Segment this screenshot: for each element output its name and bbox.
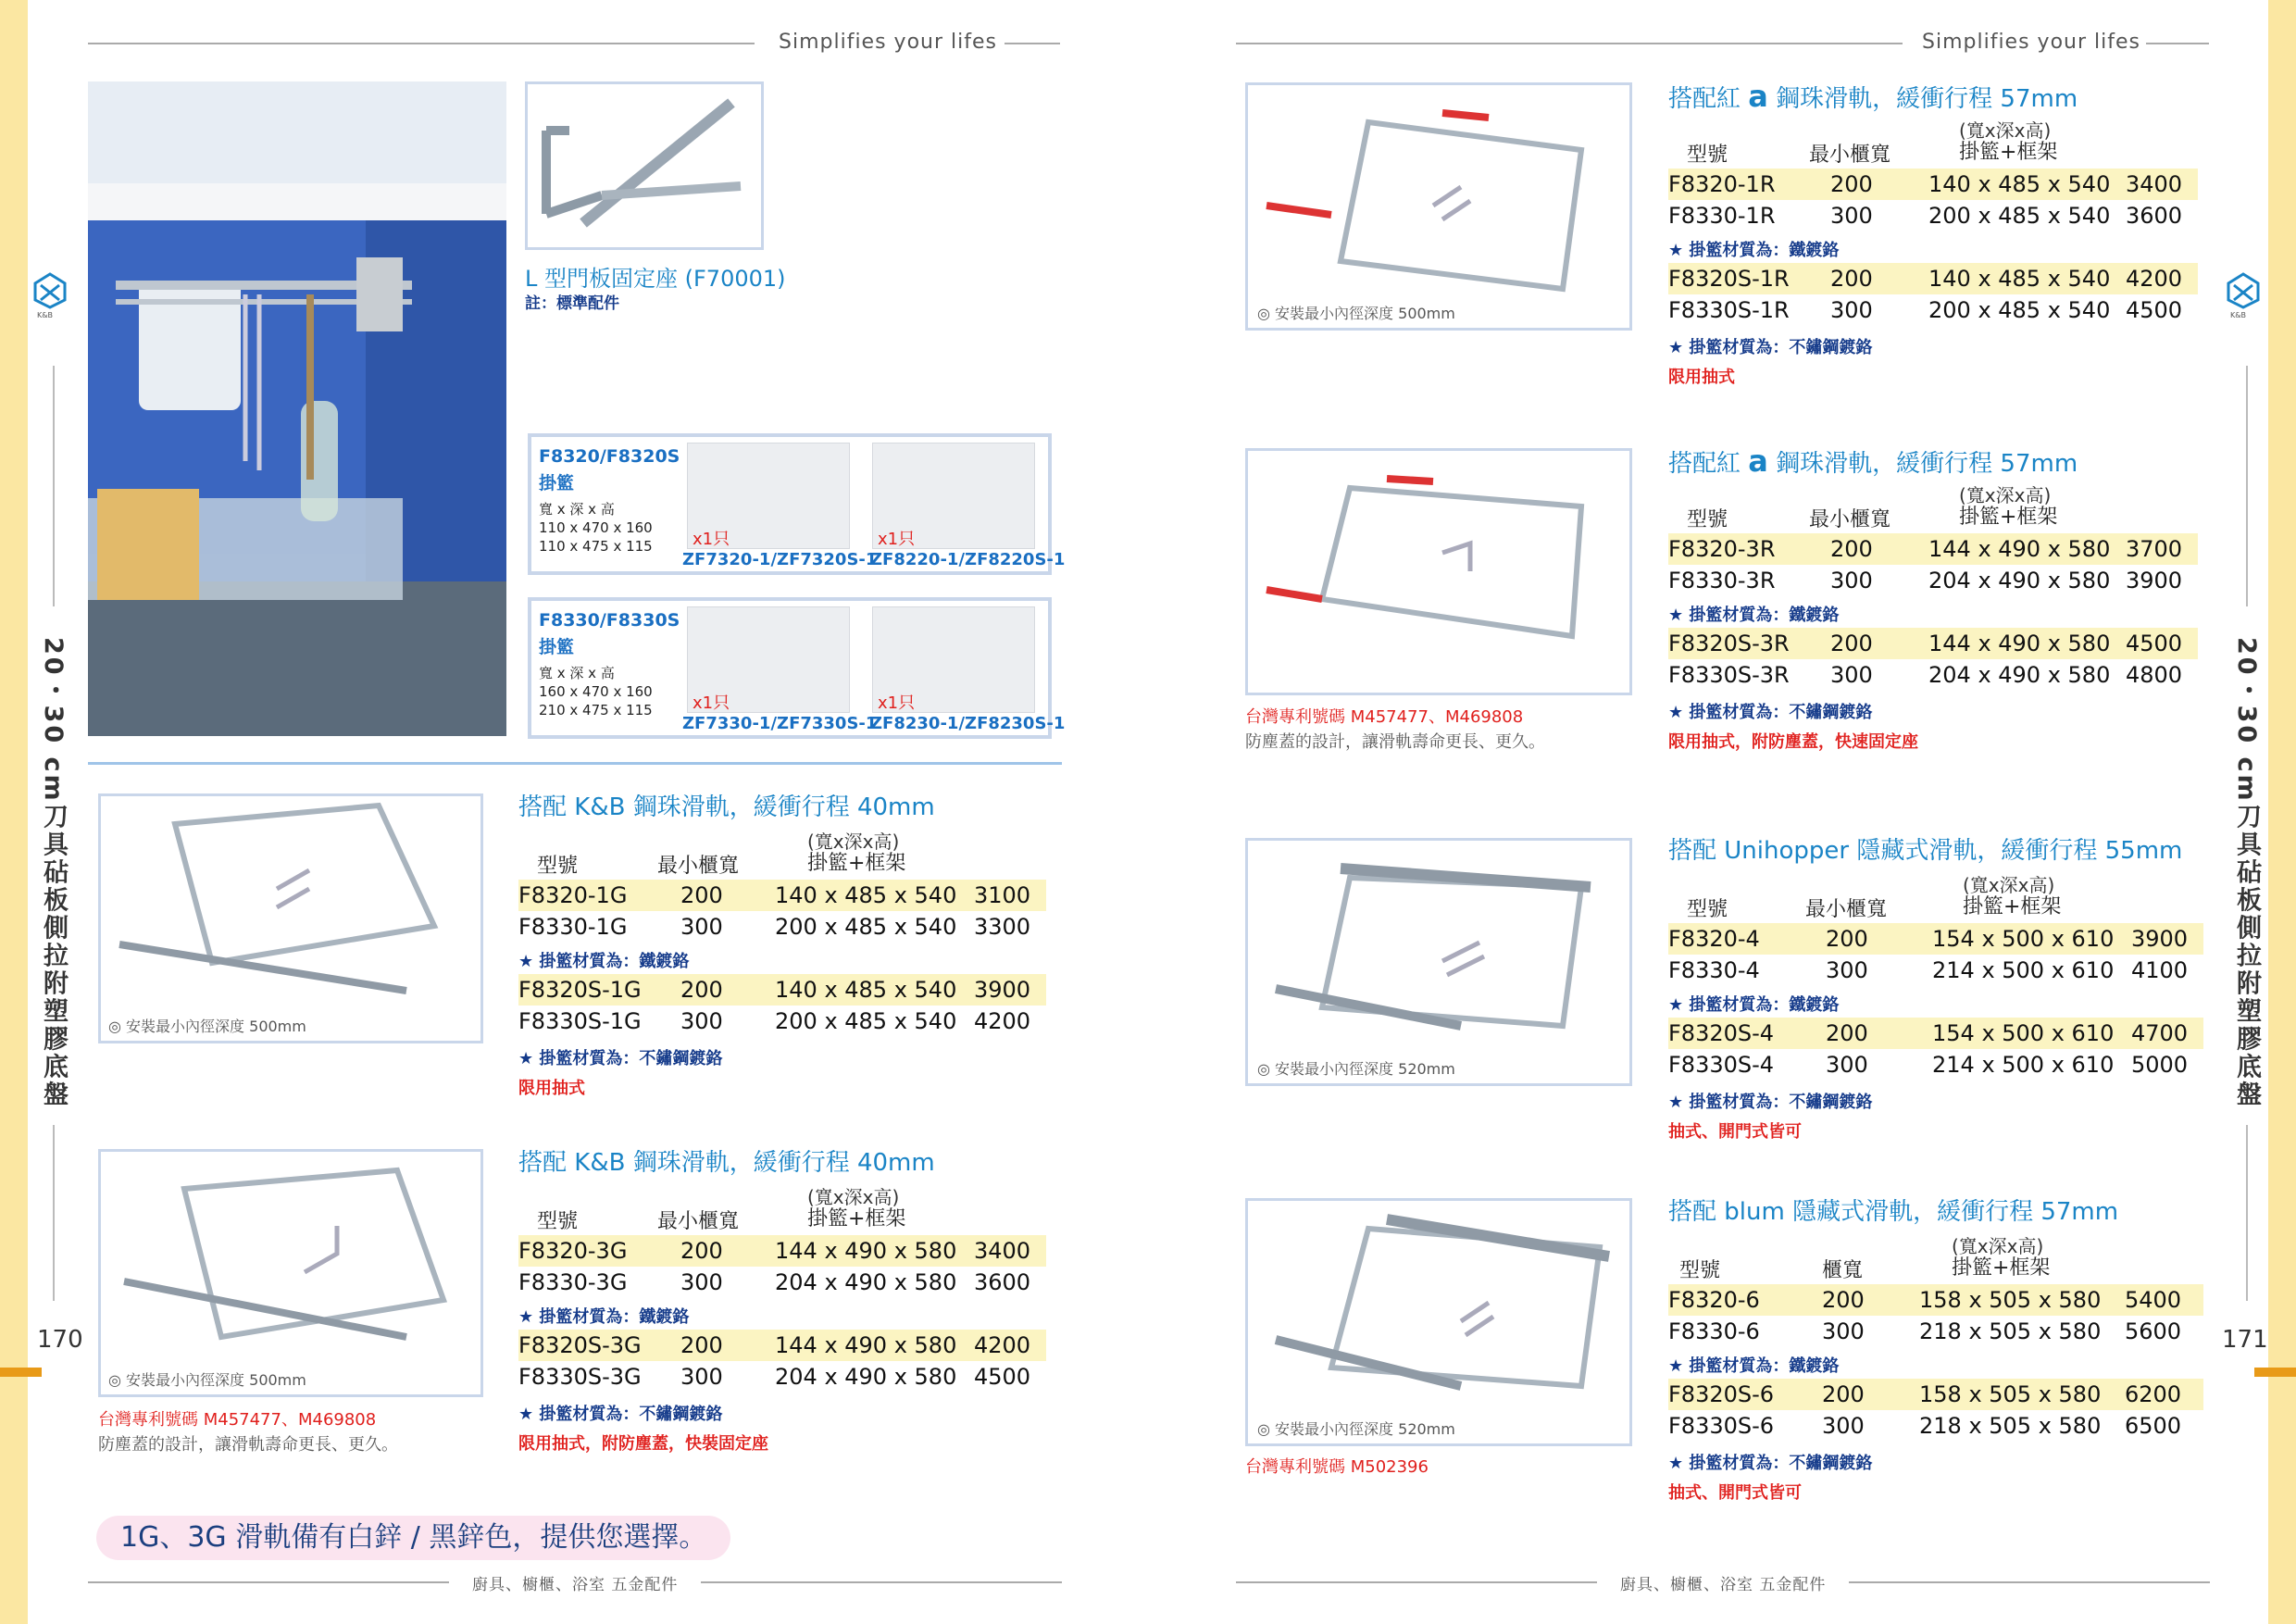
accessory-box-f8330	[528, 597, 1066, 739]
table-row	[1668, 1018, 2203, 1049]
cell-width: 200	[680, 977, 723, 1003]
brand-name: K&B	[2230, 311, 2246, 319]
col-width: 最小櫃寬	[657, 1210, 740, 1233]
cell-size: 158 x 505 x 580	[1919, 1381, 2102, 1407]
table-row	[1668, 1410, 2203, 1442]
cell-model: F8330S-4	[1668, 1052, 1775, 1078]
material-note: ★ 掛籃材質為：鐵鍍鉻	[1668, 241, 1840, 260]
table-row	[1668, 955, 2203, 986]
accessory-qty: x1只	[878, 530, 916, 549]
cell-size: 158 x 505 x 580	[1919, 1287, 2102, 1313]
cell-width: 200	[1830, 631, 1873, 656]
right-edge-strip	[2268, 0, 2296, 1624]
col-size: 掛籃+框架	[1959, 141, 2058, 164]
accessory-dims: 160 x 470 x 160	[539, 683, 653, 700]
cell-size: 200 x 485 x 540	[775, 1008, 957, 1034]
cell-price: 3700	[2126, 536, 2183, 562]
table-row	[1668, 628, 2198, 659]
col-model: 型號	[1687, 898, 1728, 921]
page-number-left: 170	[37, 1326, 83, 1354]
cell-model: F8320-6	[1668, 1287, 1760, 1313]
col-width: 最小櫃寬	[657, 855, 740, 878]
table-row	[1668, 263, 2198, 294]
header-slogan-left: Simplifies your lifes	[779, 31, 997, 54]
cell-model: F8330-4	[1668, 957, 1760, 983]
frame-photo-1r	[1245, 82, 1632, 331]
cell-model: F8330-6	[1668, 1318, 1760, 1344]
accessory-qty: x1只	[693, 693, 730, 713]
cell-model: F8320-1G	[518, 882, 628, 908]
col-size: 掛籃+框架	[807, 852, 906, 875]
cell-price: 4200	[2126, 266, 2183, 292]
frame-photo-6	[1245, 1198, 1632, 1446]
footer-text-right: 廚具、櫥櫃、浴室 五金配件	[1620, 1576, 1827, 1594]
install-depth-note: ◎ 安裝最小內徑深度 500mm	[1257, 305, 1455, 322]
accessory-model: F8320/F8320S	[539, 446, 680, 467]
table-row	[518, 1330, 1046, 1361]
cell-model: F8320-3G	[518, 1238, 628, 1264]
usage-note: 抽式、開門式皆可	[1668, 1483, 1802, 1503]
side-rule	[2246, 1125, 2248, 1301]
cell-size: 144 x 490 x 580	[1928, 536, 2111, 562]
material-note: ★ 掛籃材質為：不鏽鋼鍍鉻	[1668, 703, 1873, 722]
col-size: 掛籃+框架	[807, 1207, 906, 1230]
patent-number: 台灣專利號碼 M457477、M469808	[1245, 707, 1524, 727]
cell-model: F8320S-3G	[518, 1332, 642, 1358]
usage-note: 限用抽式	[1668, 368, 1735, 387]
cell-size: 140 x 485 x 540	[1928, 171, 2111, 197]
brand-logo-icon	[2227, 272, 2260, 309]
install-depth-note: ◎ 安裝最小內徑深度 500mm	[108, 1371, 306, 1389]
color-option-banner: 1G、3G 滑軌備有白鋅 / 黑鋅色，提供您選擇。	[96, 1516, 730, 1560]
side-title-left: 20・30 cm刀具砧板側拉附塑膠底盤	[39, 637, 68, 1109]
col-width: 最小櫃寬	[1809, 144, 1891, 167]
cell-width: 300	[680, 1364, 723, 1390]
cell-width: 200	[1822, 1287, 1865, 1313]
cell-model: F8320S-3R	[1668, 631, 1790, 656]
cell-model: F8330-1G	[518, 914, 628, 940]
title-text: 鋼珠滑軌，緩衝行程 57mm	[1776, 450, 2078, 478]
header-rule-right-a	[1236, 43, 1903, 44]
cell-model: F8330-3G	[518, 1269, 628, 1295]
cell-width: 300	[1830, 297, 1873, 323]
frame-photo-4	[1245, 838, 1632, 1086]
footer-text-left: 廚具、櫥櫃、浴室 五金配件	[472, 1576, 679, 1594]
brand-logo-icon	[33, 272, 67, 309]
col-model: 型號	[1687, 508, 1728, 531]
section-title: 搭配 Unihopper 隱藏式滑軌，緩衝行程 55mm	[1668, 837, 2183, 865]
dims-note: (寬x深x高)	[1959, 484, 2052, 506]
install-depth-note: ◎ 安裝最小內徑深度 520mm	[1257, 1420, 1455, 1438]
dust-cover-note: 防塵蓋的設計，讓滑軌壽命更長、更久。	[98, 1435, 398, 1455]
table-row	[1668, 659, 2198, 691]
cell-model: F8330-3R	[1668, 568, 1776, 593]
col-model: 型號	[1679, 1259, 1721, 1282]
cell-size: 200 x 485 x 540	[1928, 203, 2111, 229]
cell-width: 300	[680, 1269, 723, 1295]
cell-width: 300	[1826, 957, 1868, 983]
section-title: 搭配 K&B 鋼珠滑軌，緩衝行程 40mm	[518, 1149, 935, 1177]
section-title	[1668, 443, 2205, 479]
page-number-right: 171	[2222, 1326, 2268, 1354]
footer-rule	[1236, 1581, 1597, 1583]
accessory-name: 掛籃	[539, 637, 575, 657]
header-slogan-right: Simplifies your lifes	[1922, 31, 2140, 54]
red-a-logo: a	[1748, 79, 1768, 114]
cell-model: F8320S-1G	[518, 977, 642, 1003]
accessory-name: 掛籃	[539, 473, 575, 493]
frame-photo-1g	[98, 793, 483, 1043]
install-depth-note: ◎ 安裝最小內徑深度 500mm	[108, 1018, 306, 1035]
table-row	[518, 1361, 1046, 1393]
side-rule	[53, 1125, 55, 1301]
section-title	[1668, 79, 2205, 114]
cell-width: 200	[1830, 266, 1873, 292]
cell-price: 6500	[2125, 1413, 2182, 1439]
dims-note: (寬x深x高)	[807, 1186, 900, 1208]
cell-price: 4100	[2131, 957, 2189, 983]
material-note: ★ 掛籃材質為：鐵鍍鉻	[1668, 606, 1840, 625]
material-note: ★ 掛籃材質為：鐵鍍鉻	[1668, 995, 1840, 1015]
frame-photo-3g	[98, 1149, 483, 1397]
cell-price: 3400	[974, 1238, 1031, 1264]
cell-size: 204 x 490 x 580	[775, 1269, 957, 1295]
dims-note: (寬x深x高)	[1963, 874, 2055, 896]
table-row	[518, 974, 1046, 1006]
col-size: 掛籃+框架	[1959, 506, 2058, 529]
usage-note: 抽式、開門式皆可	[1668, 1122, 1802, 1142]
l-bracket-photo	[525, 81, 764, 250]
cell-size: 200 x 485 x 540	[1928, 297, 2111, 323]
table-row	[518, 1235, 1046, 1267]
accessory-code: ZF7320-1/ZF7320S-1	[682, 550, 878, 569]
table-row	[518, 1006, 1046, 1037]
table-row	[1668, 200, 2198, 231]
cell-size: 144 x 490 x 580	[775, 1238, 957, 1264]
footer-rule	[88, 1581, 449, 1583]
col-width: 最小櫃寬	[1805, 898, 1888, 921]
cell-price: 4500	[2126, 297, 2183, 323]
section-title: 搭配 blum 隱藏式滑軌，緩衝行程 57mm	[1668, 1198, 2119, 1226]
cell-width: 300	[1830, 203, 1873, 229]
cell-price: 4800	[2126, 662, 2183, 688]
red-a-logo: a	[1748, 443, 1768, 479]
cell-size: 144 x 490 x 580	[775, 1332, 957, 1358]
cell-size: 154 x 500 x 610	[1932, 926, 2115, 952]
frame-photo-3r	[1245, 448, 1632, 695]
cell-model: F8320-1R	[1668, 171, 1776, 197]
cell-size: 204 x 490 x 580	[775, 1364, 957, 1390]
col-width: 櫃寬	[1822, 1259, 1864, 1282]
cell-price: 3900	[2131, 926, 2189, 952]
cell-price: 3900	[974, 977, 1031, 1003]
cell-size: 218 x 505 x 580	[1919, 1318, 2102, 1344]
cell-price: 3900	[2126, 568, 2183, 593]
patent-number: 台灣專利號碼 M502396	[1245, 1457, 1429, 1477]
table-row	[1668, 294, 2198, 326]
section-title: 搭配 K&B 鋼珠滑軌，緩衝行程 40mm	[518, 793, 935, 821]
cell-price: 3600	[2126, 203, 2183, 229]
material-note: ★ 掛籃材質為：不鏽鋼鍍鉻	[1668, 1093, 1873, 1112]
table-row	[1668, 923, 2203, 955]
table-row	[1668, 1284, 2203, 1316]
material-note: ★ 掛籃材質為：不鏽鋼鍍鉻	[518, 1405, 723, 1424]
cell-price: 4700	[2131, 1020, 2189, 1046]
usage-note: 限用抽式，附防塵蓋，快速固定座	[1668, 732, 1918, 752]
cell-price: 6200	[2125, 1381, 2182, 1407]
cell-price: 3400	[2126, 171, 2183, 197]
cell-width: 300	[1822, 1413, 1865, 1439]
cell-size: 140 x 485 x 540	[1928, 266, 2111, 292]
cell-width: 200	[680, 882, 723, 908]
usage-note: 限用抽式	[518, 1079, 585, 1098]
cell-width: 300	[680, 914, 723, 940]
cell-model: F8330S-3R	[1668, 662, 1790, 688]
table-row	[518, 1267, 1046, 1298]
cell-price: 4500	[2126, 631, 2183, 656]
accessory-code: ZF8220-1/ZF8220S-1	[870, 550, 1066, 569]
cell-width: 200	[1830, 536, 1873, 562]
cell-model: F8320S-4	[1668, 1020, 1775, 1046]
title-text: 鋼珠滑軌，緩衝行程 57mm	[1776, 85, 2078, 113]
cell-model: F8330S-1R	[1668, 297, 1790, 323]
header-rule-left-a	[88, 43, 755, 44]
bracket-note: 註：標準配件	[525, 294, 619, 313]
spec-section-6	[1668, 1194, 2205, 1503]
patent-number: 台灣專利號碼 M457477、M469808	[98, 1410, 377, 1430]
accessory-code: ZF7330-1/ZF7330S-1	[682, 714, 878, 733]
side-rule	[53, 366, 55, 606]
cell-size: 140 x 485 x 540	[775, 977, 957, 1003]
cell-width: 300	[1822, 1318, 1865, 1344]
cell-size: 214 x 500 x 610	[1932, 1052, 2115, 1078]
usage-note: 限用抽式，附防塵蓋，快裝固定座	[518, 1434, 768, 1454]
cell-model: F8320S-6	[1668, 1381, 1775, 1407]
cell-size: 218 x 505 x 580	[1919, 1413, 2102, 1439]
table-row	[1668, 169, 2198, 200]
spec-section-4	[1668, 833, 2205, 1142]
table-row	[518, 911, 1046, 943]
spec-section-3r	[1668, 443, 2205, 752]
cell-size: 204 x 490 x 580	[1928, 568, 2111, 593]
cell-size: 214 x 500 x 610	[1932, 957, 2115, 983]
side-rule	[2246, 366, 2248, 606]
material-note: ★ 掛籃材質為：不鏽鋼鍍鉻	[518, 1049, 723, 1068]
cell-size: 140 x 485 x 540	[775, 882, 957, 908]
cell-price: 4500	[974, 1364, 1031, 1390]
accessory-box-f8320	[528, 433, 1066, 575]
cell-price: 3600	[974, 1269, 1031, 1295]
table-row	[1668, 1379, 2203, 1410]
spec-section-1g	[518, 790, 1055, 1098]
material-note: ★ 掛籃材質為：不鏽鋼鍍鉻	[1668, 338, 1873, 357]
accessory-model: F8330/F8330S	[539, 610, 680, 631]
dims-note: (寬x深x高)	[807, 831, 900, 853]
accessory-code: ZF8230-1/ZF8230S-1	[870, 714, 1066, 733]
accessory-dims-label: 寬 x 深 x 高	[539, 665, 615, 681]
page-tab-marker	[2254, 1368, 2296, 1377]
kitchen-product-photo	[88, 81, 506, 736]
bracket-title: L 型門板固定座 (F70001)	[525, 266, 786, 292]
cell-width: 200	[1826, 926, 1868, 952]
header-rule-right-b	[2146, 43, 2209, 44]
install-depth-note: ◎ 安裝最小內徑深度 520mm	[1257, 1060, 1455, 1078]
accessory-dims: 110 x 475 x 115	[539, 538, 653, 555]
dust-cover-note: 防塵蓋的設計，讓滑軌壽命更長、更久。	[1245, 732, 1545, 752]
cell-price: 4200	[974, 1332, 1031, 1358]
material-note: ★ 掛籃材質為：鐵鍍鉻	[1668, 1356, 1840, 1376]
dims-note: (寬x深x高)	[1959, 119, 2052, 142]
cell-model: F8320-4	[1668, 926, 1760, 952]
cell-width: 200	[680, 1332, 723, 1358]
cell-model: F8330S-1G	[518, 1008, 642, 1034]
section-divider	[88, 762, 1062, 765]
material-note: ★ 掛籃材質為：鐵鍍鉻	[518, 1307, 690, 1327]
cell-size: 200 x 485 x 540	[775, 914, 957, 940]
cell-price: 5600	[2125, 1318, 2182, 1344]
accessory-dims-label: 寬 x 深 x 高	[539, 501, 615, 518]
table-row	[1668, 533, 2198, 565]
title-prefix: 搭配紅	[1668, 450, 1741, 478]
cell-model: F8330S-6	[1668, 1413, 1775, 1439]
cell-width: 200	[1822, 1381, 1865, 1407]
cell-width: 300	[1830, 568, 1873, 593]
cell-width: 300	[1830, 662, 1873, 688]
title-prefix: 搭配紅	[1668, 85, 1741, 113]
accessory-dims: 110 x 470 x 160	[539, 519, 653, 536]
page-tab-marker	[0, 1368, 42, 1377]
cell-width: 200	[1826, 1020, 1868, 1046]
col-size: 掛籃+框架	[1952, 1256, 2051, 1280]
cell-size: 154 x 500 x 610	[1932, 1020, 2115, 1046]
spec-section-3g	[518, 1145, 1055, 1454]
footer-rule	[1849, 1581, 2210, 1583]
cell-price: 3300	[974, 914, 1031, 940]
cell-size: 144 x 490 x 580	[1928, 631, 2111, 656]
cell-width: 300	[680, 1008, 723, 1034]
table-row	[1668, 565, 2198, 596]
material-note: ★ 掛籃材質為：不鏽鋼鍍鉻	[1668, 1454, 1873, 1473]
cell-width: 200	[1830, 171, 1873, 197]
dims-note: (寬x深x高)	[1952, 1235, 2044, 1257]
col-size: 掛籃+框架	[1963, 895, 2062, 918]
cell-size: 204 x 490 x 580	[1928, 662, 2111, 688]
left-edge-strip	[0, 0, 28, 1624]
cell-price: 5000	[2131, 1052, 2189, 1078]
footer-rule	[701, 1581, 1062, 1583]
cell-width: 200	[680, 1238, 723, 1264]
cell-model: F8330S-3G	[518, 1364, 642, 1390]
header-rule-left-b	[1004, 43, 1060, 44]
cell-price: 4200	[974, 1008, 1031, 1034]
accessory-qty: x1只	[693, 530, 730, 549]
col-model: 型號	[1687, 144, 1728, 167]
side-title-right: 20・30 cm刀具砧板側拉附塑膠底盤	[2232, 637, 2261, 1109]
table-row	[1668, 1049, 2203, 1081]
cell-price: 3100	[974, 882, 1031, 908]
spec-section-1r	[1668, 79, 2205, 387]
cell-model: F8320S-1R	[1668, 266, 1790, 292]
accessory-qty: x1只	[878, 693, 916, 713]
table-row	[1668, 1316, 2203, 1347]
col-model: 型號	[537, 855, 579, 878]
accessory-dims: 210 x 475 x 115	[539, 702, 653, 718]
cell-price: 5400	[2125, 1287, 2182, 1313]
cell-model: F8330-1R	[1668, 203, 1776, 229]
material-note: ★ 掛籃材質為：鐵鍍鉻	[518, 952, 690, 971]
col-model: 型號	[537, 1210, 579, 1233]
table-row	[518, 880, 1046, 911]
col-width: 最小櫃寬	[1809, 508, 1891, 531]
brand-name: K&B	[37, 311, 53, 319]
cell-model: F8320-3R	[1668, 536, 1776, 562]
cell-width: 300	[1826, 1052, 1868, 1078]
